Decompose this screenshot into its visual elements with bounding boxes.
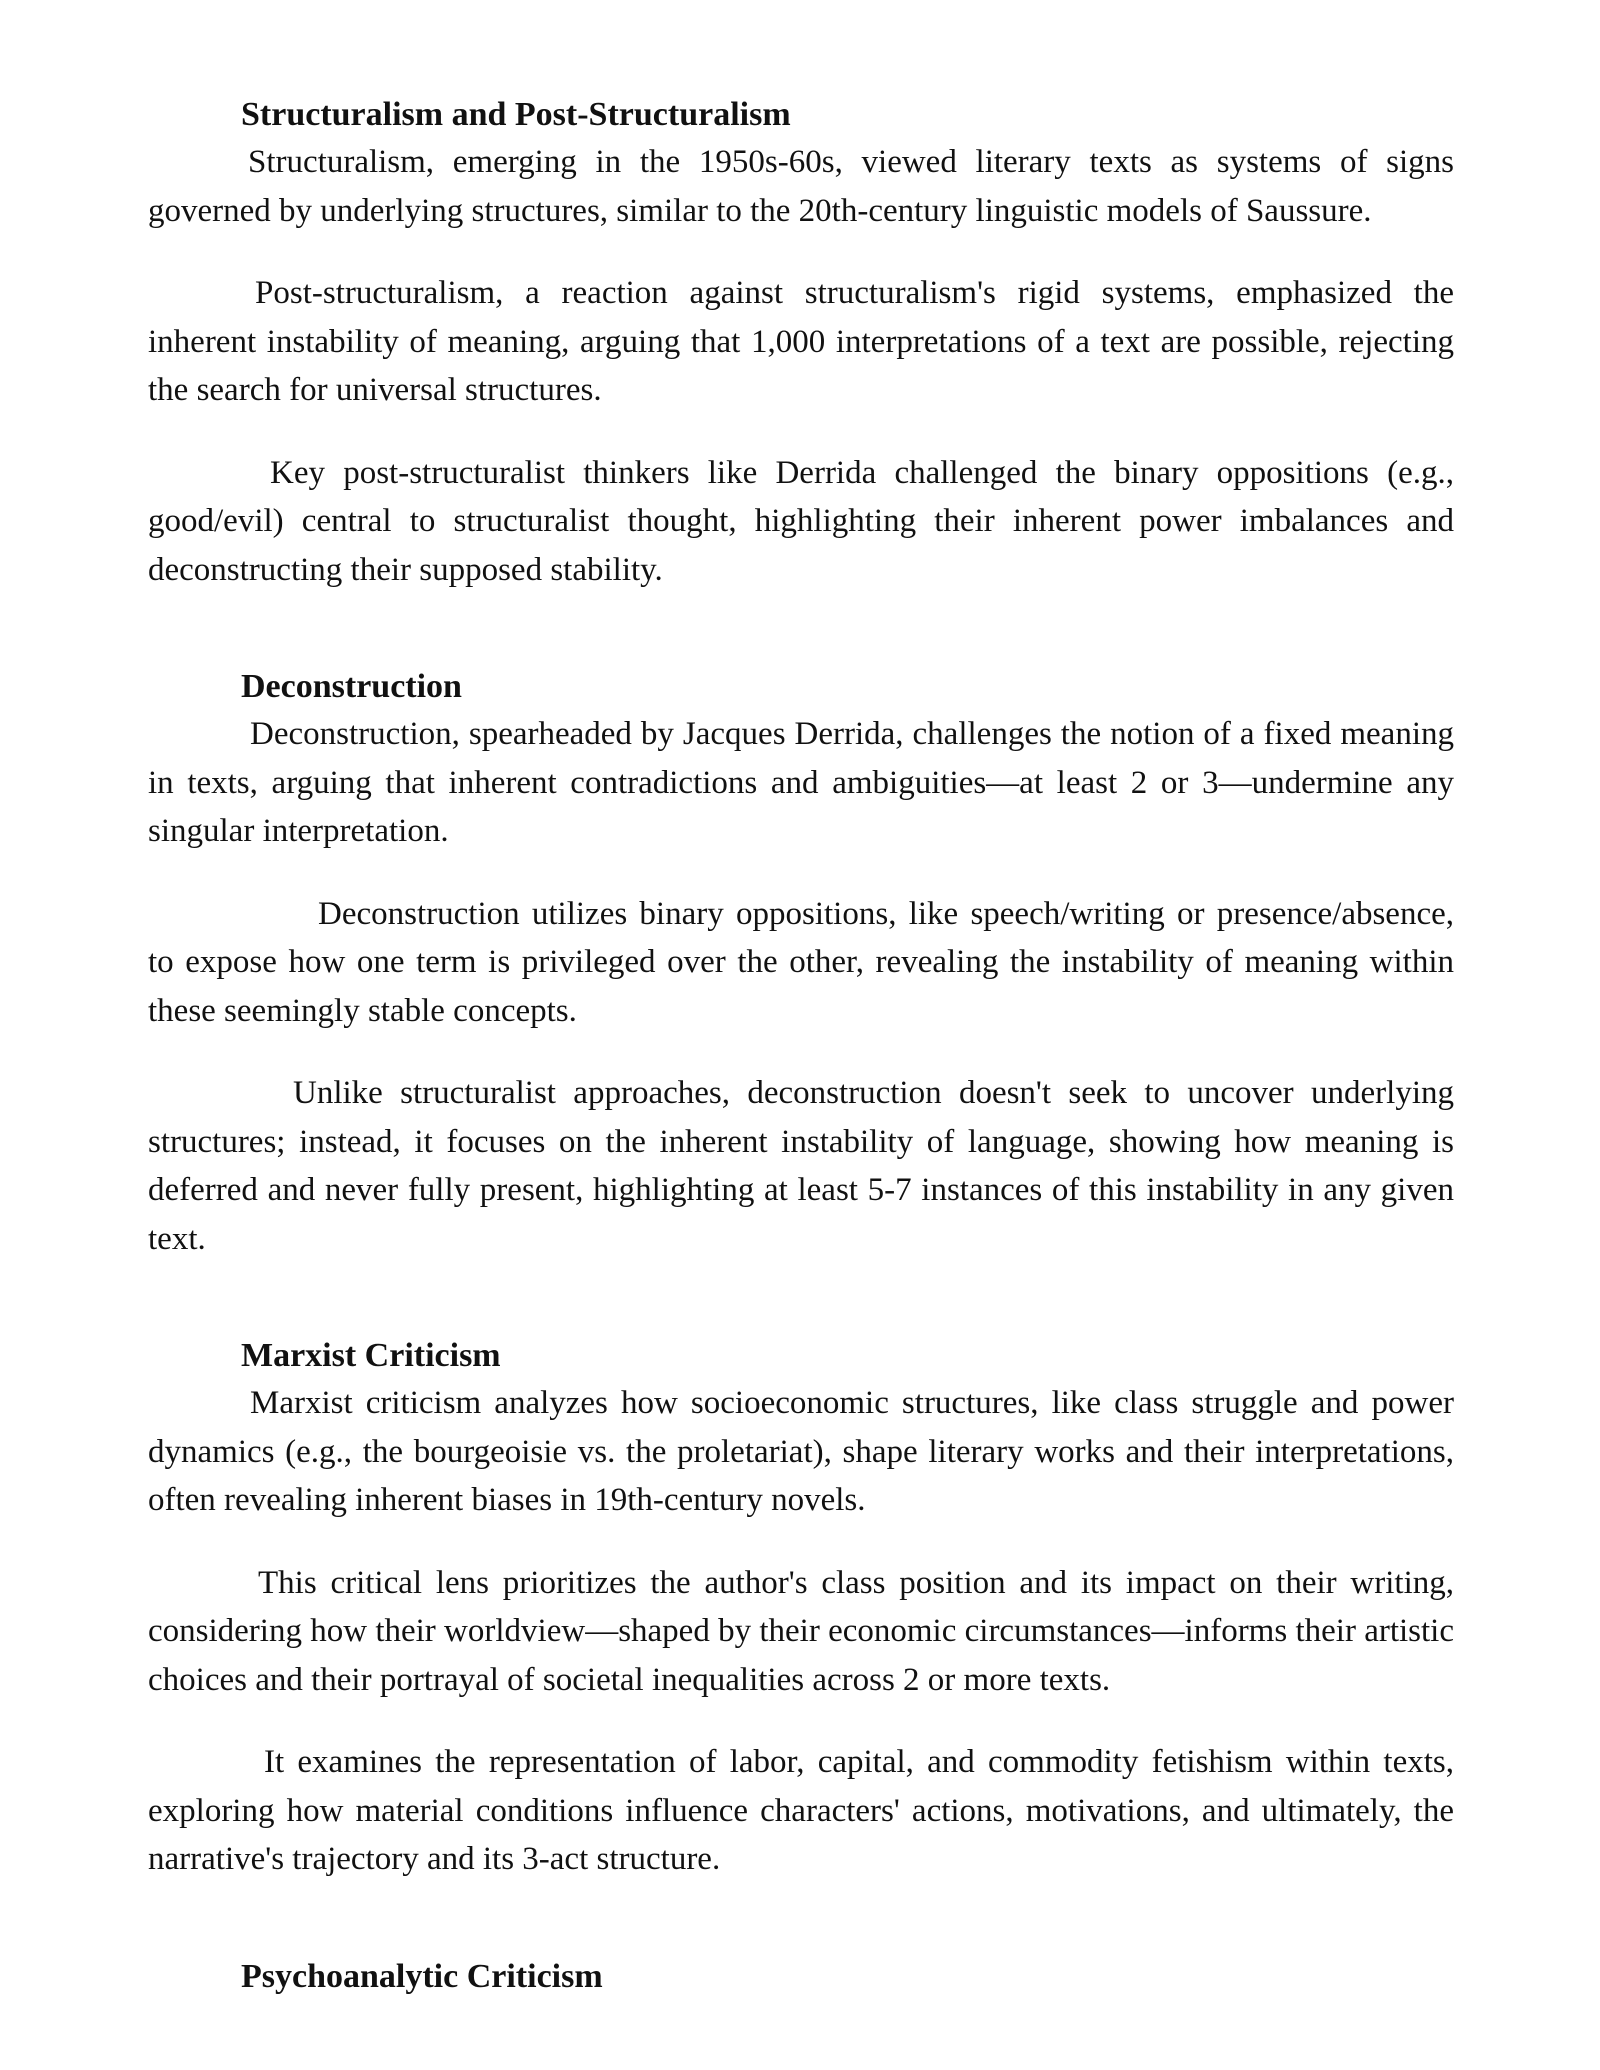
section-heading-marxist: Marxist Criticism: [241, 1337, 501, 1374]
section-heading-psychoanalytic: Psychoanalytic Criticism: [241, 1957, 603, 1995]
paragraph: Deconstruction utilizes binary oppositions, like speech/writing or presence/absence, to expose how one term is privileged over the other, revealing the instability of meaning within these seemingly stable concepts.: [148, 895, 1454, 1029]
section-heading-structuralism: Structuralism and Post-Structuralism: [241, 96, 791, 133]
document-page: [148, 92, 1454, 2000]
paragraph: Unlike structuralist approaches, deconstruction doesn't seek to uncover underlying structures; instead, it focuses on the inherent instability of language, showing how meaning is deferred and never fully present, highlighting at least 5-7 instances of this instability in any given text.: [148, 1075, 1454, 1257]
paragraph: Post-structuralism, a reaction against structuralism's rigid systems, emphasized the inherent instability of meaning, arguing that 1,000 interpretations of a text are possible, rejecting the search for universal structures.: [148, 275, 1454, 408]
section-heading-deconstruction: Deconstruction: [241, 668, 462, 705]
paragraph: Marxist criticism analyzes how socioeconomic structures, like class struggle and power dynamics (e.g., the bourgeoisie vs. the proletariat), shape literary works and their interpretations, often revealing inherent biases in 19th-century novels.: [148, 1385, 1454, 1518]
paragraph: Structuralism, emerging in the 1950s-60s, viewed literary texts as systems of signs governed by underlying structures, similar to the 20th-century linguistic models of Saussure.: [148, 144, 1454, 229]
paragraph: Deconstruction, spearheaded by Jacques Derrida, challenges the notion of a fixed meaning in texts, arguing that inherent contradictions and ambiguities—at least 2 or 3—undermine any singular interpretation.: [148, 716, 1454, 849]
paragraph: Key post-structuralist thinkers like Derrida challenged the binary oppositions (e.g., good/evil) central to structuralist thought, highlighting their inherent power imbalances and deconstructing their supposed stability.: [148, 454, 1454, 588]
paragraph: It examines the representation of labor, capital, and commodity fetishism within texts, exploring how material conditions influence characters' actions, motivations, and ultimately, the narrative's trajectory and its 3-act structure.: [148, 1744, 1454, 1877]
paragraph: This critical lens prioritizes the author's class position and its impact on their writing, considering how their worldview—shaped by their economic circumstances—informs their artistic choices and their portrayal of societal inequalities across 2 or more texts.: [148, 1564, 1454, 1698]
